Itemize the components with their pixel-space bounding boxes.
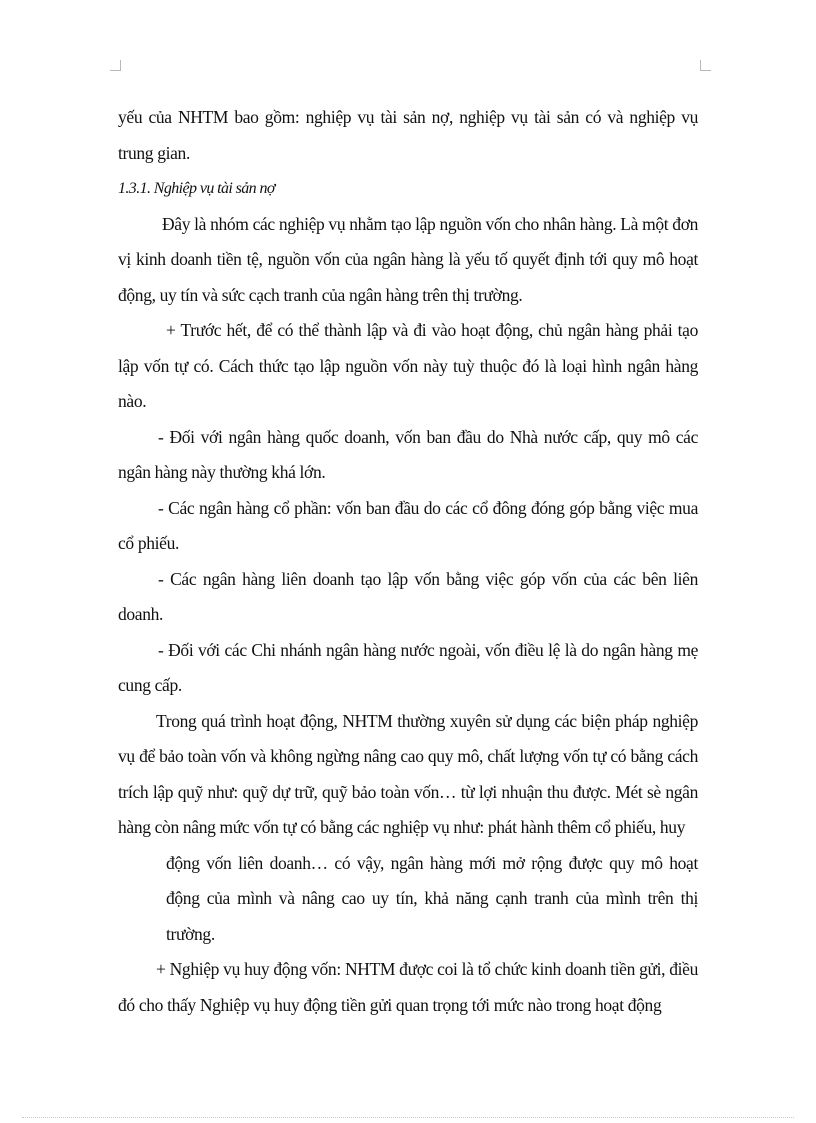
- paragraph-intro-continuation: yếu của NHTM bao gồm: nghiệp vụ tài sản nợ, nghiệp vụ tài sản có và nghiệp vụ trung gian.: [118, 107, 698, 163]
- crop-mark-top-right: [700, 60, 711, 71]
- list-item-state-banks: - Đối với ngân hàng quốc doanh, vốn ban đầu do Nhà nước cấp, quy mô các ngân hàng này thường khá lớn.: [118, 426, 698, 482]
- paragraph-own-capital: + Trước hết, để có thể thành lập và đi vào hoạt động, chủ ngân hàng phải tạo lập vốn tự có. Cách thức tạo lập nguồn vốn này tuỳ thuộc đó là loại hình ngân hàng nào.: [118, 320, 698, 411]
- crop-mark-top-left: [110, 60, 121, 71]
- document-page: [118, 100, 698, 1023]
- section-heading: 1.3.1. Nghiệp vụ tài sản nợ: [118, 180, 275, 197]
- list-item-joint-venture-banks: - Các ngân hàng liên doanh tạo lập vốn bằng việc góp vốn của các bên liên doanh.: [118, 568, 698, 624]
- paragraph-liability-overview: Đây là nhóm các nghiệp vụ nhằm tạo lập nguồn vốn cho nhân hàng. Là một đơn vị kinh doanh tiền tệ, nguồn vốn của ngân hàng là yếu tố quyết định tới quy mô hoạt động, uy tín và sức cạch tranh của ngân hàng trên thị trường.: [118, 213, 698, 305]
- paragraph-deposit-mobilization: + Nghiệp vụ huy động vốn: NHTM được coi là tổ chức kinh doanh tiền gửi, điều đó cho thấy Nghiệp vụ huy động tiền gửi quan trọng tới mức nào trong hoạt động: [118, 959, 698, 1015]
- paragraph-capital-preservation: Trong quá trình hoạt động, NHTM thường xuyên sử dụng các biện pháp nghiệp vụ để bảo toàn vốn và không ngừng nâng cao quy mô, chất lượng vốn tự có bằng cách trích lập quỹ như: quỹ dự trữ, quỹ bảo toàn vốn… từ lợi nhuận thu được. Mét sè ngân hàng còn nâng mức vốn tự có bằng các nghiệp vụ như: phát hành thêm cổ phiếu, huy: [118, 710, 698, 837]
- paragraph-capital-preservation-continued: động vốn liên doanh… có vậy, ngân hàng mới mở rộng được quy mô hoạt động của mình và nâng cao uy tín, khả năng cạnh tranh của mình trên thị trường.: [166, 852, 698, 944]
- list-item-foreign-branches: - Đối với các Chi nhánh ngân hàng nước ngoài, vốn điều lệ là do ngân hàng mẹ cung cấp.: [118, 639, 698, 695]
- page-bottom-divider: [22, 1117, 794, 1118]
- list-item-joint-stock-banks: - Các ngân hàng cổ phần: vốn ban đầu do các cổ đông đóng góp bằng việc mua cổ phiếu.: [118, 497, 698, 553]
